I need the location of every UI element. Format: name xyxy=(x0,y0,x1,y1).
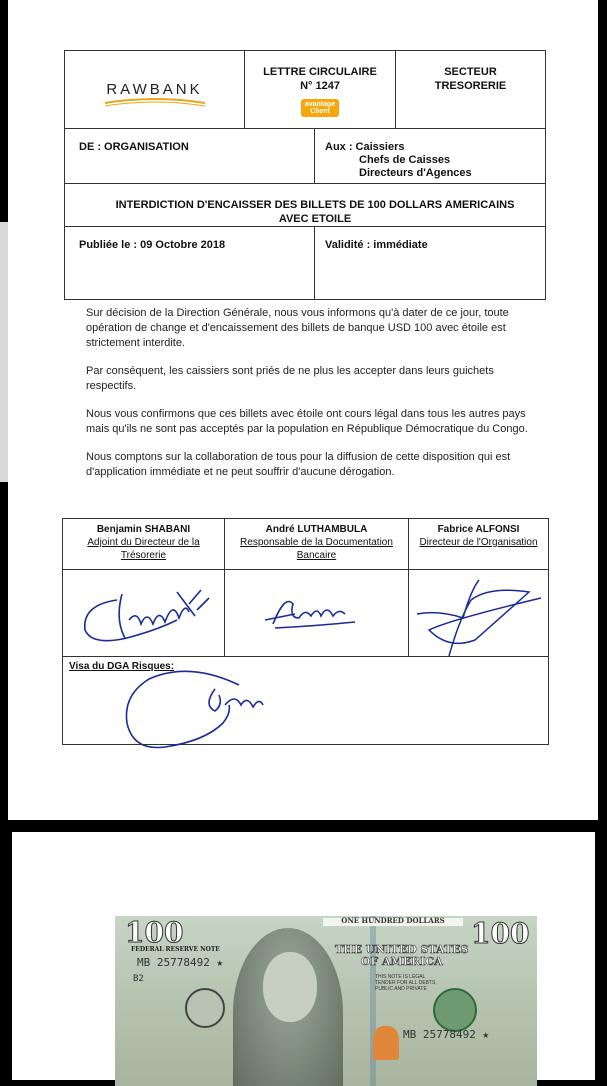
signatory-title: Directeur de l'Organisation xyxy=(419,537,538,548)
issuer-text: FEDERAL RESERVE NOTE xyxy=(131,946,220,953)
rawbank-logo xyxy=(65,51,245,128)
serial-number-left: MB 25778492 ★ xyxy=(137,956,224,969)
subject-line2: AVEC ETOILE xyxy=(278,213,352,225)
denomination-left: 100 xyxy=(125,916,184,949)
visa-row xyxy=(63,657,548,744)
side-scroll-tab xyxy=(0,222,8,482)
doc-type: LETTRE CIRCULAIRE xyxy=(263,66,377,78)
federal-reserve-seal-icon xyxy=(185,988,225,1028)
country-line2: OF AMERICA xyxy=(360,955,443,968)
signatory-name: Fabrice ALFONSI xyxy=(437,524,520,535)
subject-row xyxy=(65,184,545,227)
letter-body xyxy=(86,306,532,493)
signature-shabani xyxy=(63,570,225,656)
top-banner-text: ONE HUNDRED DOLLARS xyxy=(341,916,445,925)
portrait-face xyxy=(263,952,317,1022)
badge-line2: Client xyxy=(310,108,330,115)
body-paragraph-2: Par conséquent, les caissiers sont priés de ne plus les accepter dans leurs guichets respectifs. xyxy=(86,365,494,392)
handwritten-signature-icon xyxy=(255,584,385,634)
signature-luthambula xyxy=(225,570,409,656)
liberty-bell-icon xyxy=(373,1026,399,1060)
legal-tender-text: THIS NOTE IS LEGAL TENDER FOR ALL DEBTS, PUBLIC AND PRIVATE xyxy=(375,974,437,992)
denomination-right: 100 xyxy=(471,917,530,950)
recipients-line3: Directeurs d'Agences xyxy=(359,167,472,179)
signatures-table xyxy=(62,518,549,745)
country-name xyxy=(335,944,469,968)
avantage-client-badge xyxy=(301,99,339,117)
banknote-photo xyxy=(12,832,595,1080)
serial-number-right: MB 25778492 ★ xyxy=(403,1028,490,1041)
published-date: Publiée le : 09 Octobre 2018 xyxy=(65,227,315,299)
usd-100-banknote xyxy=(115,916,537,1086)
sector-line1: SECTEUR xyxy=(444,66,497,78)
body-paragraph-3: Nous vous confirmons que ces billets avec étoile ont cours légal dans tous les autres pays mais qu'ils ne sont pas acceptés par la population en République Démocratique du Congo. xyxy=(86,408,528,435)
body-paragraph-1: Sur décision de la Direction Générale, nous vous informons qu'à dater de ce jour, toute opération de change et d'encaissement des billets de banque USD 100 avec étoile est strictement interdite. xyxy=(86,307,509,349)
recipients-line2: Chefs de Caisses xyxy=(359,154,451,166)
logo-text: RAWBANK xyxy=(106,81,203,98)
security-ribbon xyxy=(370,916,376,1086)
signatory-title-2: Bancaire xyxy=(296,550,337,561)
letter-header-table xyxy=(64,50,546,300)
body-paragraph-4: Nous comptons sur la collaboration de tous pour la diffusion de cette disposition qui est d'application immédiate et ne peut souffrir d'aucune dérogation. xyxy=(86,451,511,478)
signatory-title: Responsable de la Documentation xyxy=(240,537,393,548)
doc-type-cell xyxy=(245,51,396,128)
handwritten-signature-icon xyxy=(77,580,217,646)
signatory-title: Adjoint du Directeur de la xyxy=(87,537,200,548)
visa-label: Visa du DGA Risques: xyxy=(69,661,175,672)
badge-line1: avantage xyxy=(304,101,336,108)
signatory-name: Benjamin SHABANI xyxy=(96,524,191,535)
subject-line1: INTERDICTION D'ENCAISSER DES BILLETS DE 100 DOLLARS AMERICAINS xyxy=(115,199,515,211)
district-code: B2 xyxy=(133,974,144,984)
recipients-field xyxy=(315,129,545,183)
from-field: DE : ORGANISATION xyxy=(65,129,315,183)
logo-wave-icon xyxy=(105,97,205,107)
signatory-name: André LUTHAMBULA xyxy=(265,524,368,535)
handwritten-signature-icon xyxy=(409,570,547,662)
sector-line2: TRESORERIE xyxy=(434,80,507,92)
doc-number: N° 1247 xyxy=(300,80,340,92)
sector-cell xyxy=(396,51,545,128)
signatory-alfonsi xyxy=(409,519,548,569)
signature-alfonsi xyxy=(409,570,548,656)
validity: Validité : immédiate xyxy=(325,239,428,251)
treasury-seal-icon xyxy=(433,988,477,1032)
signatory-title-2: Trésorerie xyxy=(120,550,167,561)
country-line1: THE UNITED STATES xyxy=(335,943,469,956)
signatory-luthambula xyxy=(225,519,409,569)
recipients-line1: Aux : Caissiers xyxy=(325,141,405,153)
image-divider xyxy=(0,820,607,832)
signatory-shabani xyxy=(63,519,225,569)
handwritten-signature-icon xyxy=(119,665,279,765)
